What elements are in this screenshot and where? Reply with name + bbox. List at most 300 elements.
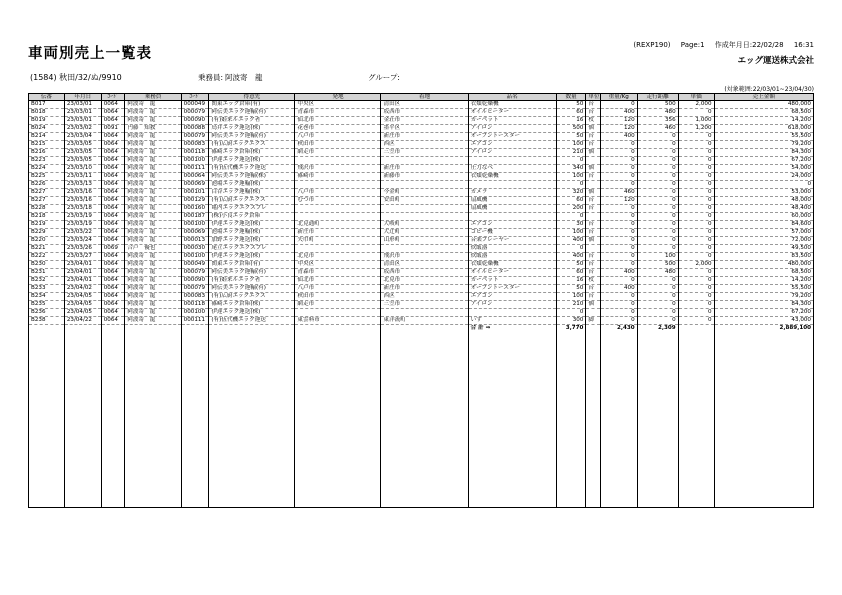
destination-cell: 大岐町 — [381, 221, 468, 229]
destination-cell: 西区 — [381, 141, 468, 149]
slip-number-cell: B234 — [29, 293, 65, 301]
sales-amount-cell: 480,000 — [714, 261, 814, 269]
customer-code-cell: 000118 — [181, 301, 209, 309]
sales-amount-cell: 618,000 — [714, 125, 814, 133]
report-title: 車両別売上一覧表 — [28, 46, 152, 62]
customer-name-cell: (有)広厨エッグエクス — [209, 197, 295, 205]
weight-cell: 400 — [600, 133, 637, 141]
slip-number-cell: B228 — [29, 205, 65, 213]
staff-code-cell: 0064 — [101, 261, 125, 269]
staff-code-cell: 0064 — [101, 165, 125, 173]
weight-cell: 0 — [600, 261, 637, 269]
weight-cell: 0 — [600, 253, 637, 261]
origin-cell: 八戸市 — [295, 133, 381, 141]
unit-cell: 枚 — [586, 117, 600, 125]
table-row — [29, 181, 814, 189]
staff-name-cell: 阿波寄 龍 — [125, 221, 181, 229]
weight-cell: 0 — [600, 277, 637, 285]
staff-name-cell: 阿波寄 龍 — [125, 317, 181, 325]
date-cell: 23/03/05 — [64, 141, 101, 149]
distance-cell: 0 — [637, 213, 678, 221]
table-row — [29, 189, 814, 197]
distance-cell: 0 — [637, 141, 678, 149]
table-row — [29, 213, 814, 221]
weight-cell: 400 — [600, 109, 637, 117]
sales-amount-cell: 49,500 — [714, 245, 814, 253]
staff-code-cell: 0069 — [101, 245, 125, 253]
customer-name-cell: 鳥井エッグ運送(株) — [209, 125, 295, 133]
unit-cell: 台 — [586, 205, 600, 213]
staff-name-cell: 阿波寄 龍 — [125, 269, 181, 277]
staff-name-cell: 阿波寄 龍 — [125, 117, 181, 125]
quantity-cell: 340 — [556, 165, 586, 173]
customer-name-cell: (有)伍代機エッグ運送 — [209, 165, 295, 173]
col-header: 品名 — [468, 94, 556, 101]
item-name-cell: オーブントースター — [468, 285, 556, 293]
quantity-cell: 400 — [556, 253, 586, 261]
weight-cell: 0 — [600, 149, 637, 157]
distance-cell: 0 — [637, 317, 678, 325]
date-cell: 23/03/18 — [64, 205, 101, 213]
date-cell: 23/03/19 — [64, 213, 101, 221]
staff-name-cell: 阿波寄 龍 — [125, 197, 181, 205]
date-cell: 23/03/24 — [64, 237, 101, 245]
unit-price-cell: 0 — [678, 269, 714, 277]
unit-price-cell: 0 — [678, 213, 714, 221]
totals-label: 合 計 ⇒ — [468, 325, 556, 333]
customer-code-cell: 000100 — [181, 221, 209, 229]
item-name-cell: カーペット — [468, 117, 556, 125]
staff-name-cell: 阿波寄 龍 — [125, 253, 181, 261]
date-cell: 23/03/11 — [64, 173, 101, 181]
distance-cell: 0 — [637, 285, 678, 293]
customer-code-cell: 000064 — [181, 173, 209, 181]
quantity-cell: 400 — [556, 237, 586, 245]
staff-name-cell: 阿波寄 龍 — [125, 149, 181, 157]
unit-price-cell: 0 — [678, 205, 714, 213]
slip-number-cell: B225 — [29, 173, 65, 181]
sales-amount-cell: 53,000 — [714, 189, 814, 197]
origin-cell — [295, 157, 381, 165]
destination-cell: 新庄市 — [381, 165, 468, 173]
table-row — [29, 109, 814, 117]
unit-price-cell: 0 — [678, 285, 714, 293]
staff-code-cell: 0064 — [101, 301, 125, 309]
weight-cell: 460 — [600, 189, 637, 197]
weight-cell: 0 — [600, 293, 637, 301]
unit-cell: 個 — [586, 125, 600, 133]
sales-amount-cell: 48,000 — [714, 197, 814, 205]
sales-amount-cell: 68,500 — [714, 269, 814, 277]
distance-cell: 0 — [637, 205, 678, 213]
sales-amount-cell: 84,300 — [714, 301, 814, 309]
sales-amount-cell: 57,000 — [714, 229, 814, 237]
staff-name-cell: 阿波寄 龍 — [125, 109, 181, 117]
unit-cell: 台 — [586, 285, 600, 293]
distance-cell: 0 — [637, 245, 678, 253]
staff-name-cell: 阿波寄 龍 — [125, 309, 181, 317]
unit-cell: 台 — [586, 173, 600, 181]
col-header: ｺｰﾄﾞ — [101, 94, 125, 101]
quantity-cell: 0 — [556, 213, 586, 221]
slip-number-cell: B226 — [29, 181, 65, 189]
staff-code-cell: 0091 — [101, 125, 125, 133]
date-cell: 23/04/02 — [64, 285, 101, 293]
customer-name-cell: 伊達エッグ運送(株) — [209, 253, 295, 261]
sales-amount-cell: 60,000 — [714, 213, 814, 221]
quantity-cell: 0 — [556, 157, 586, 165]
staff-name-cell: 阿波寄 龍 — [125, 261, 181, 269]
unit-cell: 台 — [586, 141, 600, 149]
filler-row — [29, 332, 814, 507]
col-header: 伝番 — [29, 94, 65, 101]
sales-amount-cell: 67,200 — [714, 157, 814, 165]
col-header: 年月日 — [64, 94, 101, 101]
quantity-cell: 210 — [556, 149, 586, 157]
date-cell: 23/03/13 — [64, 181, 101, 189]
staff-code-cell: 0064 — [101, 101, 125, 109]
table-row — [29, 253, 814, 261]
origin-cell — [295, 213, 381, 221]
table-row — [29, 125, 814, 133]
customer-code-cell: 000079 — [181, 133, 209, 141]
distance-cell: 0 — [637, 301, 678, 309]
staff-code-cell: 0064 — [101, 309, 125, 317]
unit-price-cell: 0 — [678, 253, 714, 261]
staff-code-cell: 0064 — [101, 285, 125, 293]
total-amount: 2,889,100 — [714, 325, 814, 333]
staff-name-cell: 円藤 知教 — [125, 125, 181, 133]
staff-name-cell: 阿波寄 龍 — [125, 237, 181, 245]
item-name-cell: コピー機 — [468, 229, 556, 237]
col-header: 重量/Kg — [600, 94, 637, 101]
sales-amount-cell: 24,000 — [714, 173, 814, 181]
origin-cell: 篠崎市 — [295, 173, 381, 181]
unit-cell: 台 — [586, 101, 600, 109]
staff-name-cell: 阿波寄 龍 — [125, 101, 181, 109]
destination-cell: 金荘市 — [381, 117, 468, 125]
sales-amount-cell: 14,200 — [714, 117, 814, 125]
unit-price-cell: 0 — [678, 165, 714, 173]
staff-name-cell: 阿波寄 龍 — [125, 213, 181, 221]
unit-cell — [586, 157, 600, 165]
col-header: 着地 — [381, 94, 468, 101]
staff-code-cell: 0064 — [101, 269, 125, 277]
customer-name-cell: (有)伍代機エッグ運送 — [209, 317, 295, 325]
destination-cell: 今金町 — [381, 189, 468, 197]
group-label: グループ: — [368, 73, 400, 82]
staff-name-cell: 阿波寄 龍 — [125, 181, 181, 189]
col-header: ｺｰﾄﾞ — [181, 94, 209, 101]
distance-cell: 0 — [637, 157, 678, 165]
col-header: 売上金額 — [714, 94, 814, 101]
customer-code-cell: 000079 — [181, 269, 209, 277]
weight-cell: 0 — [600, 181, 637, 189]
item-name-cell: オーブントースター — [468, 133, 556, 141]
destination-cell: 新庄市 — [381, 285, 468, 293]
distance-cell: 500 — [637, 101, 678, 109]
unit-cell: 台 — [586, 109, 600, 117]
date-cell: 23/04/01 — [64, 261, 101, 269]
customer-name-cell: 阿伝美エッグ運輸(有) — [209, 109, 295, 117]
slip-number-cell: B235 — [29, 301, 65, 309]
origin-cell: 秋田市 — [295, 141, 381, 149]
quantity-cell: 16 — [556, 117, 586, 125]
customer-name-cell: 池場エッグ運輸(株) — [209, 181, 295, 189]
unit-cell: 個 — [586, 149, 600, 157]
origin-cell: 網走市 — [295, 301, 381, 309]
customer-code-cell: 000160 — [181, 205, 209, 213]
table-row — [29, 157, 814, 165]
item-name-cell: 扇風機 — [468, 205, 556, 213]
origin-cell: 東雲料市 — [295, 317, 381, 325]
staff-name-cell: 阿波寄 龍 — [125, 205, 181, 213]
staff-name-cell: 阿波寄 龍 — [125, 189, 181, 197]
staff-code-cell: 0064 — [101, 133, 125, 141]
sales-amount-cell: 68,500 — [714, 109, 814, 117]
staff-code-cell: 0064 — [101, 181, 125, 189]
distance-cell: 0 — [637, 181, 678, 189]
weight-cell: 0 — [600, 213, 637, 221]
item-name-cell: 衣類乾燥機 — [468, 173, 556, 181]
customer-code-cell: 000111 — [181, 317, 209, 325]
col-header: 単価 — [678, 94, 714, 101]
destination-cell: 安田町 — [381, 197, 468, 205]
slip-number-cell: B227 — [29, 197, 65, 205]
item-name-cell: 音楽プレーヤー — [468, 237, 556, 245]
unit-price-cell: 0 — [678, 237, 714, 245]
col-header: 単位 — [586, 94, 600, 101]
distance-cell: 100 — [637, 253, 678, 261]
sales-amount-cell: 480,000 — [714, 101, 814, 109]
unit-price-cell: 0 — [678, 157, 714, 165]
staff-code-cell: 0064 — [101, 141, 125, 149]
unit-cell: 台 — [586, 293, 600, 301]
quantity-cell: 16 — [556, 277, 586, 285]
customer-code-cell: 000049 — [181, 101, 209, 109]
unit-price-cell: 2,000 — [678, 101, 714, 109]
origin-cell: 八戸市 — [295, 189, 381, 197]
unit-price-cell: 0 — [678, 277, 714, 285]
destination-cell: 三笠市 — [381, 301, 468, 309]
customer-code-cell: 000049 — [181, 261, 209, 269]
date-cell: 23/03/02 — [64, 125, 101, 133]
unit-price-cell: 0 — [678, 293, 714, 301]
vehicle-info: (1584) 秋田/32/ぬ/9910 — [30, 73, 122, 82]
staff-code-cell: 0064 — [101, 293, 125, 301]
item-name-cell: カメラ — [468, 189, 556, 197]
quantity-cell: 60 — [556, 109, 586, 117]
customer-code-cell: 000069 — [181, 229, 209, 237]
page-number: Page:1 — [680, 41, 705, 49]
table-row — [29, 101, 814, 109]
date-cell: 23/04/05 — [64, 309, 101, 317]
destination-cell — [381, 213, 468, 221]
table-row — [29, 317, 814, 325]
slip-number-cell: B233 — [29, 285, 65, 293]
quantity-cell: 50 — [556, 133, 586, 141]
weight-cell: 120 — [600, 125, 637, 133]
date-cell: 23/03/19 — [64, 221, 101, 229]
table-row — [29, 245, 814, 253]
date-cell: 23/04/05 — [64, 301, 101, 309]
total-distance: 2,309 — [637, 325, 678, 333]
weight-cell: 400 — [600, 285, 637, 293]
weight-cell: 0 — [600, 157, 637, 165]
distance-cell: 480 — [637, 269, 678, 277]
origin-cell: 矢巾町 — [295, 237, 381, 245]
staff-code-cell: 0064 — [101, 189, 125, 197]
item-name-cell: 扇風機 — [468, 197, 556, 205]
col-header: 数量 — [556, 94, 586, 101]
total-weight: 2,430 — [600, 325, 637, 333]
customer-name-cell: 阿伝美エッグ運輸(有) — [209, 269, 295, 277]
origin-cell: 八戸市 — [295, 285, 381, 293]
staff-code-cell: 0064 — [101, 253, 125, 261]
quantity-cell: 0 — [556, 181, 586, 189]
item-name-cell: オイルヒーター — [468, 269, 556, 277]
weight-cell: 0 — [600, 237, 637, 245]
table-row — [29, 237, 814, 245]
customer-code-cell: 000129 — [181, 197, 209, 205]
date-cell: 23/04/05 — [64, 293, 101, 301]
origin-cell: 青森市 — [295, 269, 381, 277]
customer-name-cell: 伊達エッグ運送(株) — [209, 221, 295, 229]
staff-code-cell: 0064 — [101, 149, 125, 157]
customer-name-cell: (有)広厨エッグエクス — [209, 141, 295, 149]
destination-cell: 新庄市 — [381, 133, 468, 141]
destination-cell: 清田区 — [381, 101, 468, 109]
unit-cell: 台 — [586, 261, 600, 269]
distance-cell: 0 — [637, 293, 678, 301]
origin-cell: 仙北市 — [295, 277, 381, 285]
customer-name-cell: 白谷エッグ運輸(株) — [209, 189, 295, 197]
item-name-cell: いす — [468, 317, 556, 325]
origin-cell — [295, 205, 381, 213]
unit-price-cell: 0 — [678, 221, 714, 229]
quantity-cell: 100 — [556, 293, 586, 301]
staff-code-cell: 0064 — [101, 205, 125, 213]
quantity-cell: 320 — [556, 189, 586, 197]
unit-price-cell: 1,200 — [678, 125, 714, 133]
origin-cell: 中央区 — [295, 261, 381, 269]
staff-name-cell: 阿波寄 龍 — [125, 157, 181, 165]
distance-cell: 0 — [637, 165, 678, 173]
date-cell: 23/04/01 — [64, 269, 101, 277]
table-row — [29, 285, 814, 293]
total-quantity: 3,770 — [556, 325, 586, 333]
item-name-cell: アイロン — [468, 125, 556, 133]
quantity-cell: 60 — [556, 269, 586, 277]
table-row — [29, 117, 814, 125]
destination-cell: 西区 — [381, 293, 468, 301]
unit-price-cell: 0 — [678, 173, 714, 181]
unit-price-cell: 0 — [678, 245, 714, 253]
unit-price-cell: 0 — [678, 181, 714, 189]
table-row — [29, 301, 814, 309]
weight-cell: 0 — [600, 301, 637, 309]
customer-code-cell: 000100 — [181, 157, 209, 165]
unit-price-cell: 0 — [678, 197, 714, 205]
totals-row — [29, 325, 814, 333]
report-meta — [625, 40, 814, 50]
table-row — [29, 293, 814, 301]
table-row — [29, 205, 814, 213]
table-row — [29, 141, 814, 149]
table-row — [29, 277, 814, 285]
item-name-cell: アイロン — [468, 149, 556, 157]
sales-amount-cell: 55,500 — [714, 285, 814, 293]
unit-cell: 個 — [586, 301, 600, 309]
customer-name-cell: 関東エッグ倉庫(有) — [209, 101, 295, 109]
unit-cell: 個 — [586, 165, 600, 173]
distance-cell: 0 — [637, 221, 678, 229]
distance-cell: 0 — [637, 173, 678, 181]
staff-name: 阿波寄 龍 — [225, 73, 263, 82]
distance-cell: 0 — [637, 133, 678, 141]
weight-cell: 0 — [600, 317, 637, 325]
date-cell: 23/03/16 — [64, 197, 101, 205]
unit-cell — [586, 309, 600, 317]
distance-cell: 0 — [637, 309, 678, 317]
item-name-cell — [468, 157, 556, 165]
quantity-cell: 100 — [556, 141, 586, 149]
customer-code-cell: 000083 — [181, 141, 209, 149]
date-cell: 23/03/05 — [64, 157, 101, 165]
col-header: 得意先 — [209, 94, 295, 101]
unit-price-cell: 0 — [678, 109, 714, 117]
item-name-cell: オイルヒーター — [468, 109, 556, 117]
customer-name-cell: (有)広厨エッグエクス — [209, 293, 295, 301]
slip-number-cell: B223 — [29, 157, 65, 165]
customer-code-cell: 000101 — [181, 189, 209, 197]
sales-amount-cell: 43,000 — [714, 317, 814, 325]
weight-cell: 400 — [600, 269, 637, 277]
date-cell: 23/03/01 — [64, 117, 101, 125]
slip-number-cell: B218 — [29, 213, 65, 221]
unit-cell: 枚 — [586, 277, 600, 285]
customer-name-cell: (有)姫来ルエッグ者 — [209, 117, 295, 125]
customer-code-cell: 000090 — [181, 277, 209, 285]
quantity-cell: 30 — [556, 221, 586, 229]
origin-cell — [295, 181, 381, 189]
slip-number-cell: B221 — [29, 245, 65, 253]
slip-number-cell: B220 — [29, 237, 65, 245]
date-cell: 23/04/22 — [64, 317, 101, 325]
sales-amount-cell: 55,500 — [714, 133, 814, 141]
date-cell: 23/03/04 — [64, 133, 101, 141]
table-row — [29, 221, 814, 229]
staff-code-cell: 0064 — [101, 229, 125, 237]
customer-name-cell: (株)小良エッグ倉庫 — [209, 213, 295, 221]
weight-cell: 0 — [600, 229, 637, 237]
date-cell: 23/03/16 — [64, 189, 101, 197]
staff-code-cell: 0064 — [101, 109, 125, 117]
slip-number-cell: B215 — [29, 141, 65, 149]
sales-amount-cell: 14,200 — [714, 277, 814, 285]
unit-cell — [586, 213, 600, 221]
destination-cell: 新藤市 — [381, 173, 468, 181]
item-name-cell: エアコン — [468, 293, 556, 301]
staff-code-cell: 0064 — [101, 213, 125, 221]
weight-cell: 0 — [600, 309, 637, 317]
origin-cell: 北見通町 — [295, 221, 381, 229]
staff-name-cell: 合戸 優也 — [125, 245, 181, 253]
slip-number-cell: B227 — [29, 189, 65, 197]
unit-price-cell: 1,000 — [678, 117, 714, 125]
staff-name-cell: 阿波寄 龍 — [125, 301, 181, 309]
unit-price-cell: 0 — [678, 229, 714, 237]
